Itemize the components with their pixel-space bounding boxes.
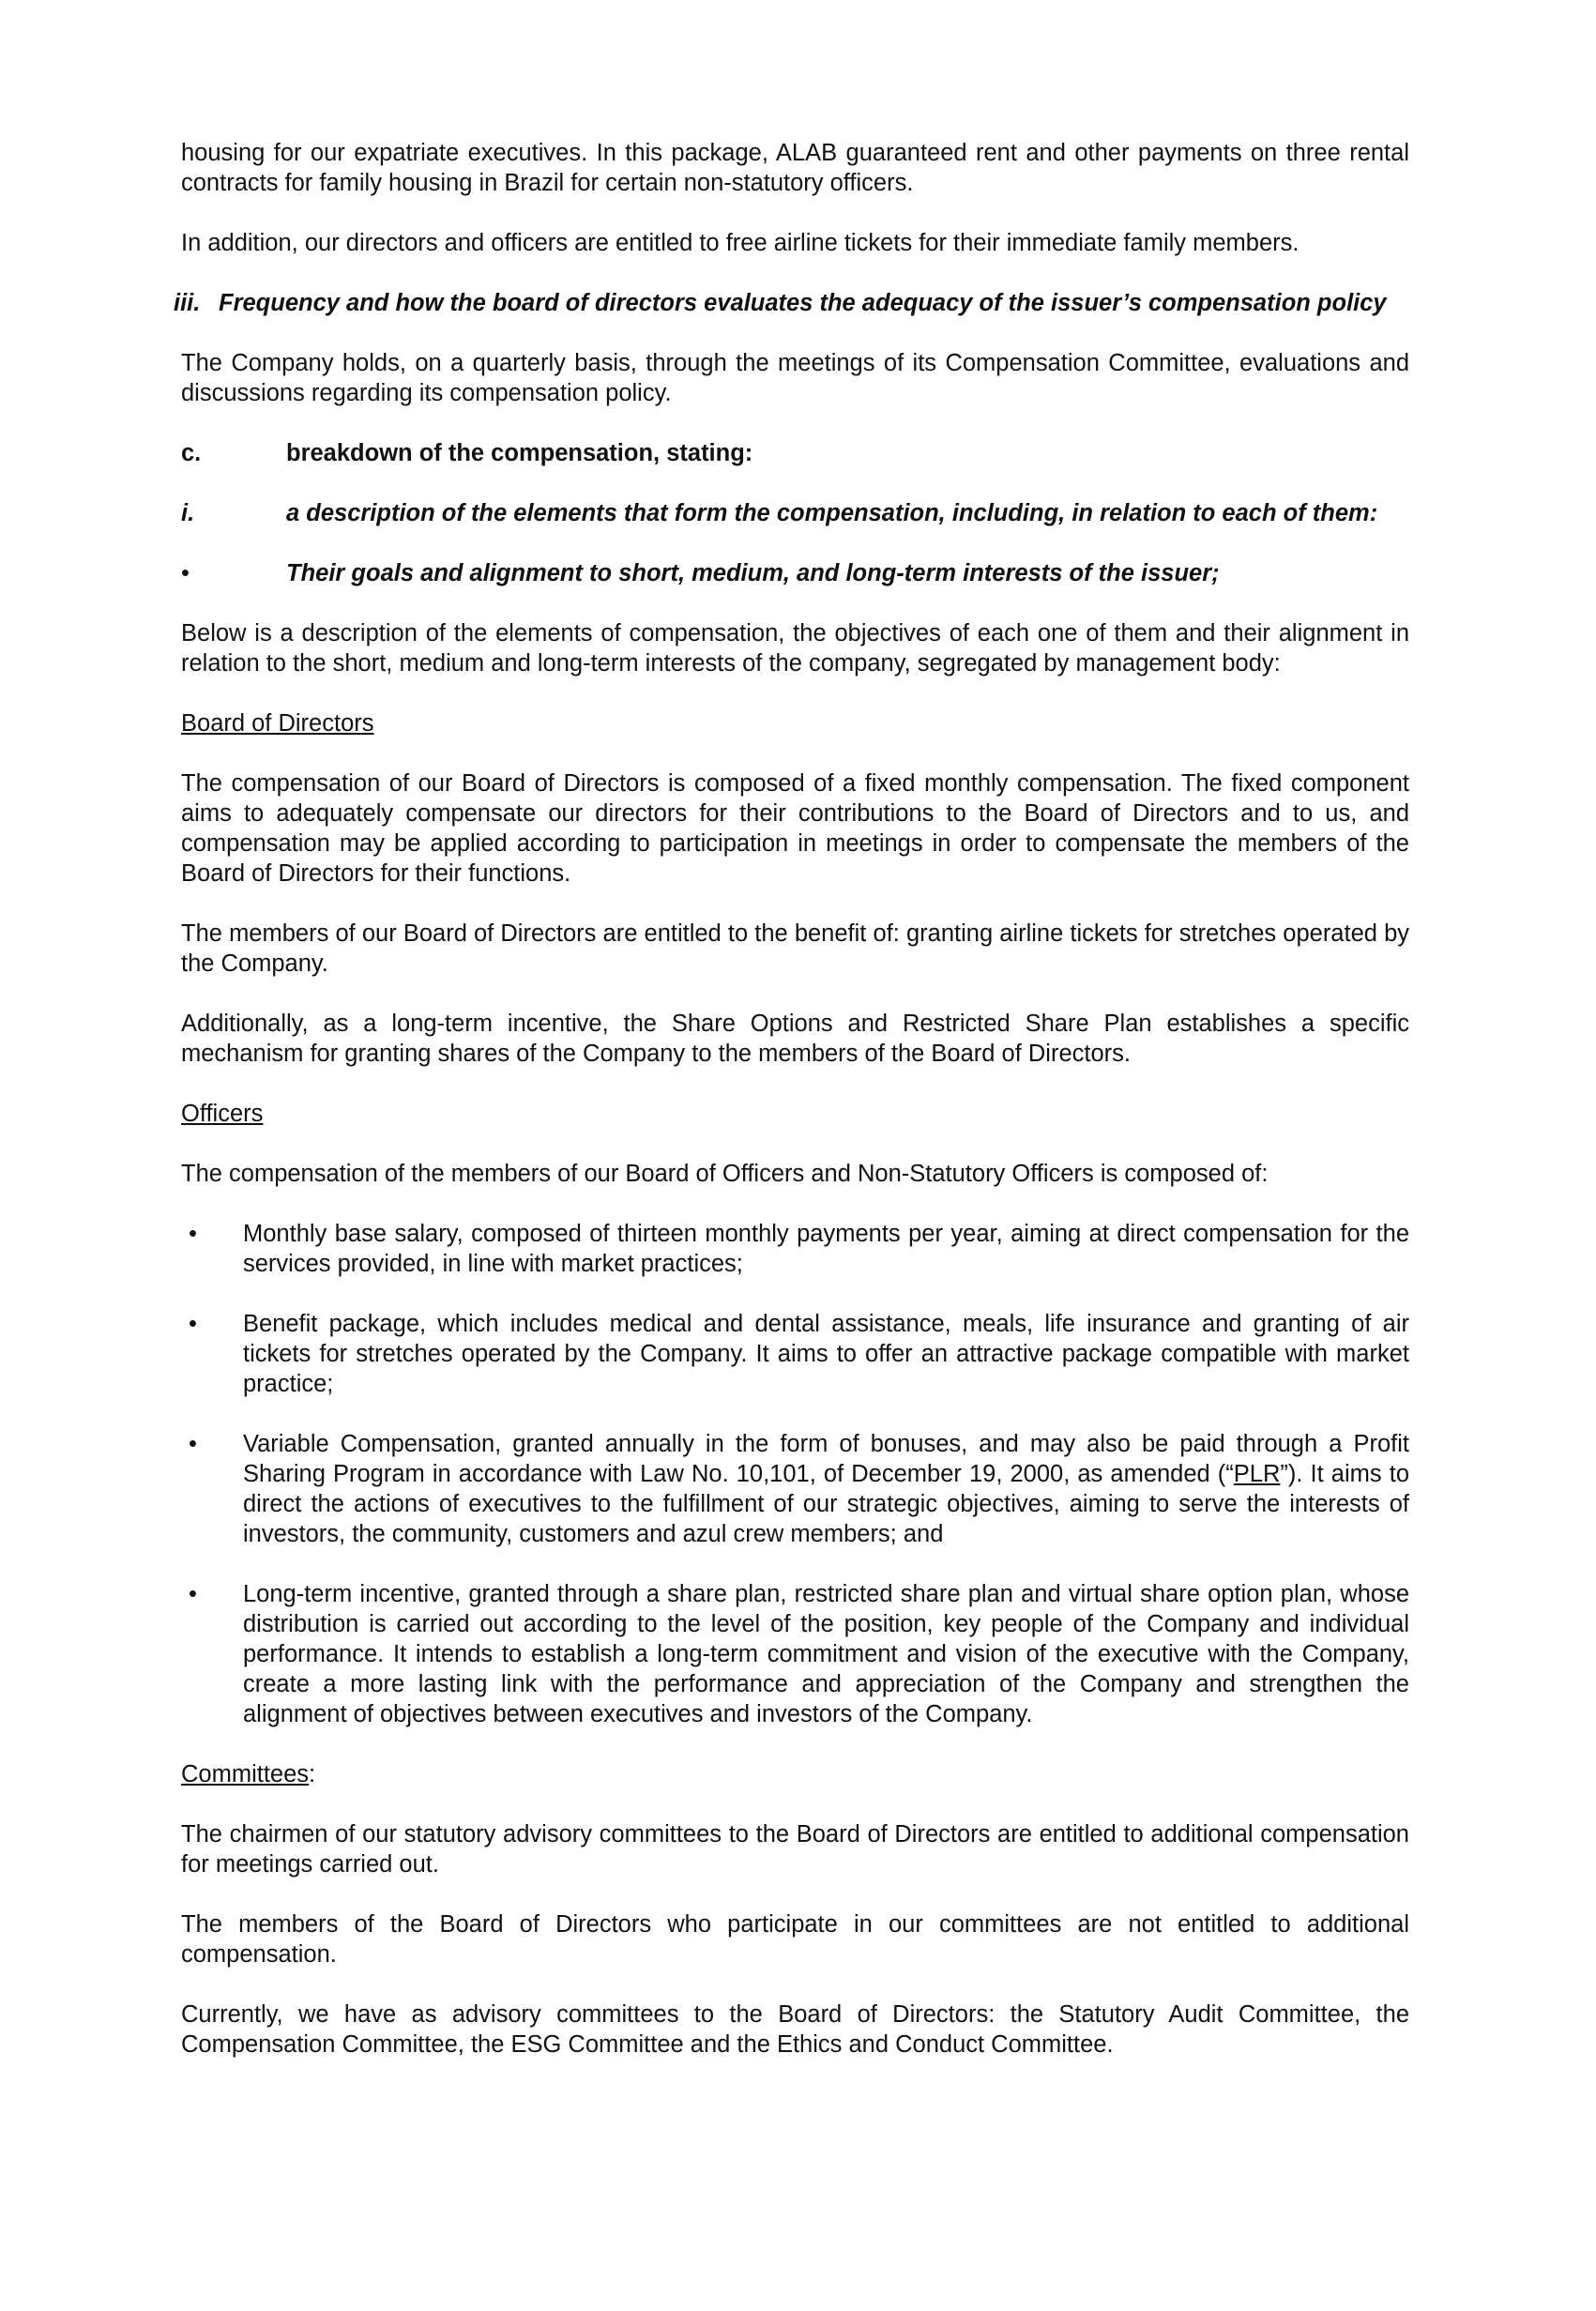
heading-breakdown-number: c. (181, 440, 202, 466)
paragraph-committee-chairmen: The chairmen of our statutory advisory committees to the Board of Directors are entitled to additional compensation for meetings carried out. (181, 1821, 1409, 1878)
heading-description-text: a description of the elements that form the compensation, including, in relation to each of them: (286, 500, 1378, 526)
paragraph-elements-description: Below is a description of the elements of compensation, the objectives of each one of them and their alignment in relation to the short, medium and long-term interests of the company, segregated by management body: (181, 620, 1409, 677)
list-item (181, 1309, 1409, 1399)
heading-description (181, 498, 1409, 528)
paragraph-officers-intro: The compensation of the members of our Board of Officers and Non-Statutory Officers is composed of: (181, 1161, 1269, 1187)
document-page (174, 138, 1409, 2090)
bullet-icon: • (189, 1431, 197, 1457)
bullet-icon: • (189, 1311, 197, 1337)
list-item (181, 1579, 1409, 1729)
paragraph-advisory-committees: Currently, we have as advisory committees to the Board of Directors: the Statutory Audit Committee, the Compensation Committee, the ESG Committee and the Ethics and Conduct Committee. (181, 2001, 1409, 2058)
bullet-icon: • (189, 1581, 197, 1607)
paragraph-quarterly: The Company holds, on a quarterly basis, through the meetings of its Compensation Committee, evaluations and discussions regarding its compensation policy. (181, 350, 1409, 406)
bullet-icon: • (189, 1221, 197, 1247)
heading-goals-text: Their goals and alignment to short, medium, and long-term interests of the issuer; (286, 560, 1220, 586)
paragraph-board-benefit: The members of our Board of Directors are entitled to the benefit of: granting airline tickets for stretches operated by the Company. (181, 920, 1409, 977)
heading-breakdown (181, 438, 1409, 468)
list-item-text: Benefit package, which includes medical and dental assistance, meals, life insurance and granting of air tickets for stretches operated by the Company. It aims to offer an attractive package compatible with market practice; (243, 1311, 1409, 1397)
paragraph-board-long-term: Additionally, as a long-term incentive, the Share Options and Restricted Share Plan establishes a specific mechanism for granting shares of the Company to the members of the Board of Directors. (181, 1011, 1409, 1067)
list-item (181, 1219, 1409, 1279)
bullet-icon: • (181, 560, 190, 586)
paragraph-housing: housing for our expatriate executives. In this package, ALAB guaranteed rent and other payments on three rental contracts for family housing in Brazil for certain non-statutory officers. (181, 140, 1409, 196)
section-committees (181, 1759, 1409, 1789)
section-board-of-directors: Board of Directors (181, 710, 374, 737)
heading-description-number: i. (181, 500, 195, 526)
list-item-text (243, 1429, 1409, 1549)
list-item-text: Long-term incentive, granted through a share plan, restricted share plan and virtual share option plan, whose distribution is carried out according to the level of the position, key people of the Company and individual performance. It intends to establish a long-term commitment and vision of the executive with the Company, create a more lasting link with the performance and appreciation of the Company and strengthen the alignment of objectives between executives and investors of the Company. (243, 1581, 1409, 1727)
officer-compensation-list (181, 1219, 1409, 1729)
section-committees-colon: : (309, 1761, 316, 1787)
heading-breakdown-text: breakdown of the compensation, stating: (286, 440, 753, 466)
paragraph-airline-tickets: In addition, our directors and officers are entitled to free airline tickets for their immediate family members. (181, 230, 1300, 256)
paragraph-board-compensation: The compensation of our Board of Directors is composed of a fixed monthly compensation. The fixed component aims to adequately compensate our directors for their contributions to the Board of Directors and to us, and compensation may be applied according to participation in meetings in order to compensate the members of the Board of Directors for their functions. (181, 770, 1409, 887)
section-committees-label: Committees (181, 1761, 310, 1787)
paragraph-committee-members: The members of the Board of Directors who participate in our committees are not entitled to additional compensation. (181, 1911, 1409, 1968)
heading-frequency (174, 288, 1409, 318)
section-officers: Officers (181, 1101, 264, 1127)
list-item-text: Monthly base salary, composed of thirteen monthly payments per year, aiming at direct compensation for the services provided, in line with market practices; (243, 1221, 1409, 1277)
heading-frequency-text: Frequency and how the board of directors evaluates the adequacy of the issuer’s compensation policy (219, 290, 1387, 316)
variable-comp-text-end: ”). It aims to direct the actions of executives to the fulfillment of our strategic objectives, aiming to serve the interests of investors, the community, customers and azul crew members; and (243, 1461, 1409, 1547)
list-item (181, 1429, 1409, 1549)
variable-comp-text-start: Variable Compensation, granted annually in the form of bonuses, and may also be paid through a Profit Sharing Program in accordance with Law No. 10,101, of December 19, 2000, as amended (“ (243, 1431, 1409, 1487)
heading-frequency-number: iii. (174, 290, 201, 316)
plr-term: PLR (1233, 1461, 1281, 1487)
heading-goals (181, 558, 1409, 588)
